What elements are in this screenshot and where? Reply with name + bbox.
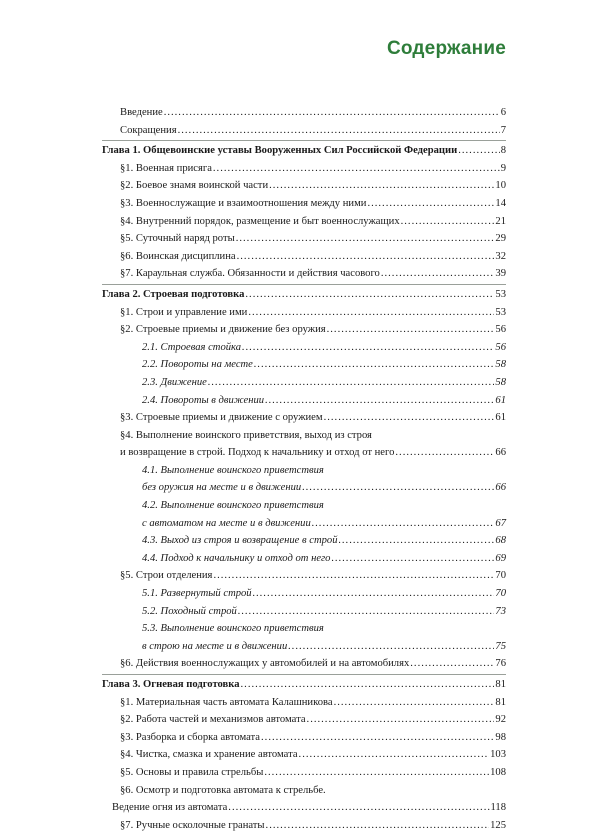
toc-section-entry[interactable] <box>102 799 506 817</box>
toc-entry-title: §2. Строевые приемы и движение без оружия <box>120 324 326 336</box>
toc-entry-title: §6. Действия военнослужащих у автомобилей и на автомобилях <box>120 658 410 670</box>
toc-subsection-entry[interactable] <box>102 462 506 480</box>
toc-subsection-entry[interactable] <box>102 532 506 550</box>
toc-page-number: 58 <box>495 376 506 388</box>
toc-page-number: 56 <box>495 341 506 353</box>
toc-subsection-entry[interactable] <box>102 479 506 497</box>
table-of-contents <box>102 104 506 834</box>
toc-page-number: 29 <box>495 233 506 245</box>
toc-entry-title: 4.1. Выполнение воинского приветствия <box>142 464 324 476</box>
toc-page-number: 58 <box>495 359 506 371</box>
toc-entry-title: §7. Караульная служба. Обязанности и действия часового <box>120 268 380 280</box>
dot-leader <box>245 286 494 304</box>
toc-page-number: 10 <box>495 180 506 192</box>
dot-leader <box>237 248 495 266</box>
toc-subsection-entry[interactable] <box>102 497 506 515</box>
toc-section-entry[interactable] <box>102 265 506 283</box>
dot-leader <box>238 603 495 621</box>
toc-page-number: 66 <box>495 447 506 459</box>
dot-leader <box>164 104 500 122</box>
dot-leader <box>458 142 499 160</box>
toc-section-entry[interactable] <box>102 104 506 122</box>
toc-entry-title: 5.3. Выполнение воинского приветствия <box>142 623 324 635</box>
toc-entry-title: 5.1. Развернутый строй <box>142 588 252 600</box>
toc-section-entry[interactable] <box>102 213 506 231</box>
toc-entry-title: 5.2. Походный строй <box>142 605 237 617</box>
toc-entry-title: 2.2. Повороты на месте <box>142 359 253 371</box>
dot-leader <box>266 817 490 834</box>
toc-page-number: 8 <box>500 145 506 157</box>
toc-page-number: 14 <box>495 197 506 209</box>
toc-section-entry[interactable] <box>102 321 506 339</box>
toc-section-entry[interactable] <box>102 764 506 782</box>
toc-entry-title: Глава 2. Строевая подготовка <box>102 288 245 300</box>
toc-page-number: 76 <box>495 658 506 670</box>
dot-leader <box>288 638 494 656</box>
toc-subsection-entry[interactable] <box>102 585 506 603</box>
toc-page-number: 103 <box>490 749 506 761</box>
toc-page-number: 125 <box>490 819 506 831</box>
toc-page-number: 69 <box>495 552 506 564</box>
dot-leader <box>401 213 495 231</box>
toc-subsection-entry[interactable] <box>102 374 506 392</box>
toc-chapter-entry[interactable] <box>102 142 506 160</box>
dot-leader <box>331 550 494 568</box>
toc-page-number: 67 <box>495 517 506 529</box>
page-title: Содержание <box>386 38 506 59</box>
toc-section-entry[interactable] <box>102 694 506 712</box>
dot-leader <box>367 195 494 213</box>
dot-leader <box>339 532 495 550</box>
toc-subsection-entry[interactable] <box>102 620 506 638</box>
toc-section-entry[interactable] <box>102 746 506 764</box>
toc-page-number: 21 <box>495 215 506 227</box>
dot-leader <box>265 392 494 410</box>
toc-section-entry[interactable] <box>102 230 506 248</box>
dot-leader <box>248 304 494 322</box>
dot-leader <box>269 177 494 195</box>
dot-leader <box>299 746 490 764</box>
toc-entry-title: §2. Боевое знамя воинской части <box>120 180 269 192</box>
toc-entry-title: и возвращение в строй. Подход к начальнику и отход от него <box>120 447 395 459</box>
toc-page-number: 61 <box>495 394 506 406</box>
toc-page-number: 70 <box>495 570 506 582</box>
toc-entry-title: §1. Строи и управление ими <box>120 306 248 318</box>
dot-leader <box>334 694 495 712</box>
toc-entry-title: §4. Внутренний порядок, размещение и быт военнослужащих <box>120 215 400 227</box>
dot-leader <box>381 265 495 283</box>
toc-entry-title: Ведение огня из автомата <box>112 802 228 814</box>
toc-entry-title: Введение <box>120 107 163 118</box>
dot-leader <box>324 409 495 427</box>
dot-leader <box>228 799 489 817</box>
toc-entry-title: в строю на месте и в движении <box>142 640 288 652</box>
toc-page-number: 108 <box>490 766 506 778</box>
toc-section-entry[interactable] <box>102 304 506 322</box>
toc-page-number: 39 <box>495 268 506 280</box>
dot-leader <box>253 585 495 603</box>
toc-subsection-entry[interactable] <box>102 638 506 656</box>
dot-leader <box>410 655 494 673</box>
dot-leader <box>236 230 495 248</box>
dot-leader <box>395 444 494 462</box>
toc-section-entry[interactable] <box>102 655 506 673</box>
toc-entry-title: §4. Чистка, смазка и хранение автомата <box>120 749 298 761</box>
toc-page-number: 70 <box>495 588 506 600</box>
toc-page-number: 68 <box>495 535 506 547</box>
toc-chapter-entry[interactable] <box>102 286 506 304</box>
toc-entry-title: Глава 1. Общевоинские уставы Вооруженных Сил Российской Федерации <box>102 145 458 157</box>
toc-section-entry[interactable] <box>102 409 506 427</box>
toc-page-number: 92 <box>495 714 506 726</box>
toc-page-number: 118 <box>490 802 506 814</box>
toc-entry-title: §5. Основы и правила стрельбы <box>120 766 264 778</box>
toc-section-entry[interactable] <box>102 160 506 178</box>
toc-page-number: 81 <box>495 679 506 690</box>
toc-page-number: 32 <box>495 250 506 262</box>
dot-leader <box>178 122 500 140</box>
toc-entry-title: §6. Воинская дисциплина <box>120 250 236 262</box>
toc-entry-title: 4.2. Выполнение воинского приветствия <box>142 500 324 512</box>
toc-entry-title: 4.4. Подход к начальнику и отход от него <box>142 552 331 564</box>
toc-entry-title: §5. Строи отделения <box>120 570 213 582</box>
toc-page-number: 56 <box>495 324 506 336</box>
toc-page-number: 7 <box>500 124 506 136</box>
dot-leader <box>312 515 495 533</box>
toc-subsection-entry[interactable] <box>102 356 506 374</box>
toc-section-entry[interactable] <box>102 817 506 834</box>
toc-page-number: 61 <box>495 412 506 424</box>
toc-entry-title: 4.3. Выход из строя и возвращение в строй <box>142 535 338 547</box>
toc-entry-title: 2.4. Повороты в движении <box>142 394 265 406</box>
toc-entry-title: §3. Разборка и сборка автомата <box>120 731 261 743</box>
toc-subsection-entry[interactable] <box>102 515 506 533</box>
toc-section-entry[interactable] <box>102 567 506 585</box>
toc-section-entry[interactable] <box>102 782 506 800</box>
toc-entry-title: §5. Суточный наряд роты <box>120 233 235 245</box>
toc-subsection-entry[interactable] <box>102 550 506 568</box>
toc-entry-title: §4. Выполнение воинского приветствия, выход из строя <box>120 429 372 441</box>
toc-entry-title: §1. Военная присяга <box>120 162 212 174</box>
dot-leader <box>261 729 494 747</box>
toc-page-number: 53 <box>495 288 506 300</box>
toc-section-entry[interactable] <box>102 177 506 195</box>
dot-leader <box>254 356 495 374</box>
toc-section-entry[interactable] <box>102 248 506 266</box>
dot-leader <box>307 711 495 729</box>
dot-leader <box>302 479 494 497</box>
dot-leader <box>242 339 494 357</box>
toc-page-number: 73 <box>495 605 506 617</box>
toc-subsection-entry[interactable] <box>102 603 506 621</box>
toc-entry-title: без оружия на месте и в движении <box>142 482 302 494</box>
toc-subsection-entry[interactable] <box>102 392 506 410</box>
toc-page-number: 75 <box>495 640 506 652</box>
toc-entry-title: §3. Военнослужащие и взаимоотношения между ними <box>120 197 367 209</box>
toc-entry-title: §1. Материальная часть автомата Калашникова <box>120 696 333 708</box>
toc-section-entry[interactable] <box>102 195 506 213</box>
toc-entry-title: §3. Строевые приемы и движение с оружием <box>120 412 323 424</box>
toc-entry-title: §6. Осмотр и подготовка автомата к стрельбе. <box>120 784 326 796</box>
toc-section-entry[interactable] <box>102 122 506 140</box>
chapter-divider <box>102 674 506 675</box>
toc-page-number: 98 <box>495 731 506 743</box>
toc-page-number: 53 <box>495 306 506 318</box>
toc-entry-title: §7. Ручные осколочные гранаты <box>120 819 265 831</box>
toc-subsection-entry[interactable] <box>102 339 506 357</box>
chapter-divider <box>102 140 506 141</box>
toc-page-number: 66 <box>495 482 506 494</box>
chapter-divider <box>102 284 506 285</box>
dot-leader <box>327 321 495 339</box>
dot-leader <box>208 374 495 392</box>
dot-leader <box>213 160 500 178</box>
toc-entry-title: 2.3. Движение <box>142 376 207 388</box>
dot-leader <box>241 676 495 694</box>
toc-page-number: 6 <box>500 107 506 118</box>
toc-page-number: 81 <box>495 696 506 708</box>
toc-entry-title: с автоматом на месте и в движении <box>142 517 311 529</box>
dot-leader <box>213 567 494 585</box>
dot-leader <box>264 764 489 782</box>
toc-section-entry[interactable] <box>102 444 506 462</box>
toc-entry-title: 2.1. Строевая стойка <box>142 341 242 353</box>
toc-section-entry[interactable] <box>102 711 506 729</box>
toc-entry-title: Сокращения <box>120 124 177 136</box>
toc-entry-title: Глава 3. Огневая подготовка <box>102 679 240 690</box>
toc-entry-title: §2. Работа частей и механизмов автомата <box>120 714 306 726</box>
toc-section-entry[interactable] <box>102 427 506 445</box>
toc-chapter-entry[interactable] <box>102 676 506 694</box>
toc-section-entry[interactable] <box>102 729 506 747</box>
toc-page-number: 9 <box>500 162 506 174</box>
